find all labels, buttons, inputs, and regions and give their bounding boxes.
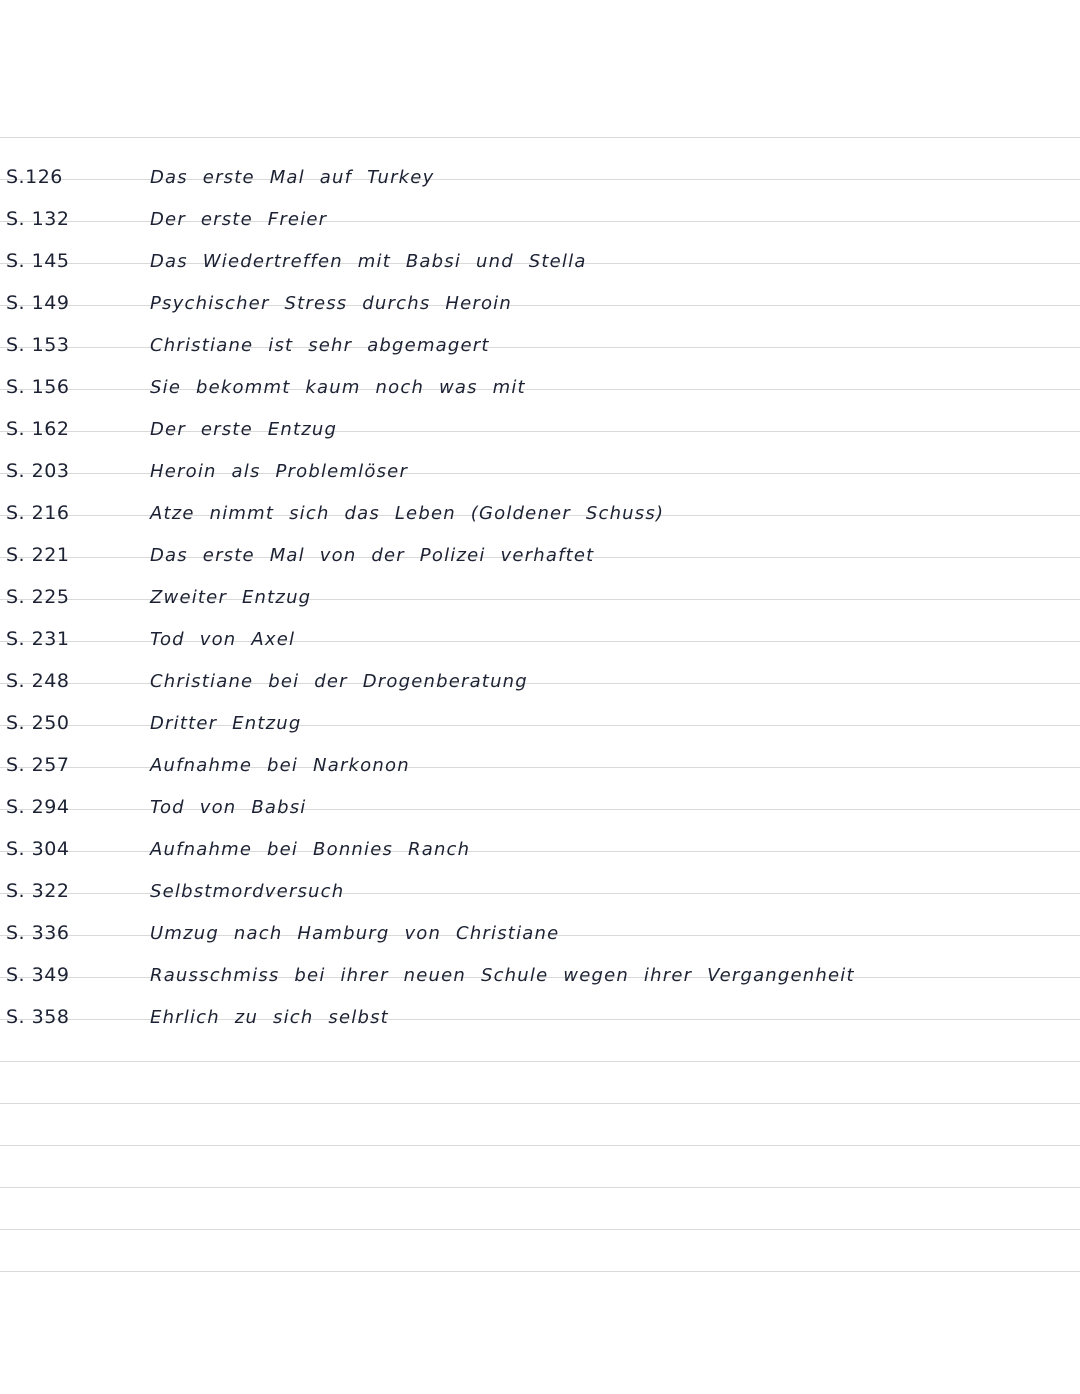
list-item bbox=[0, 404, 1080, 446]
page-reference: S. 149 bbox=[6, 292, 70, 314]
list-item bbox=[0, 236, 1080, 278]
event-description: Tod von Axel bbox=[150, 629, 296, 650]
list-item bbox=[0, 698, 1080, 740]
list-item bbox=[0, 824, 1080, 866]
page-reference: S. 153 bbox=[6, 334, 70, 356]
list-item bbox=[0, 614, 1080, 656]
event-description: Heroin als Problemlöser bbox=[150, 461, 409, 482]
list-item bbox=[0, 782, 1080, 824]
event-description: Das Wiedertreffen mit Babsi und Stella bbox=[150, 251, 587, 272]
page-reference: S. 257 bbox=[6, 754, 70, 776]
event-description: Aufnahme bei Narkonon bbox=[150, 755, 410, 776]
page-reference: S. 203 bbox=[6, 460, 70, 482]
page-reference: S. 294 bbox=[6, 796, 70, 818]
page-reference: S. 231 bbox=[6, 628, 70, 650]
event-description: Zweiter Entzug bbox=[150, 587, 312, 608]
bottom-margin bbox=[0, 1285, 1080, 1394]
list-item bbox=[0, 572, 1080, 614]
page-reference: S. 349 bbox=[6, 964, 70, 986]
event-description: Tod von Babsi bbox=[150, 797, 307, 818]
list-item bbox=[0, 488, 1080, 530]
page-reference: S.126 bbox=[6, 166, 63, 188]
event-description: Selbstmordversuch bbox=[150, 881, 345, 902]
page-reference: S. 162 bbox=[6, 418, 70, 440]
page-reference: S. 156 bbox=[6, 376, 70, 398]
list-item bbox=[0, 950, 1080, 992]
page-reference: S. 216 bbox=[6, 502, 70, 524]
page-reference: S. 225 bbox=[6, 586, 70, 608]
list-item bbox=[0, 194, 1080, 236]
page-reference: S. 322 bbox=[6, 880, 70, 902]
list-item bbox=[0, 320, 1080, 362]
event-description: Psychischer Stress durchs Heroin bbox=[150, 293, 512, 314]
list-item bbox=[0, 992, 1080, 1034]
event-description: Christiane bei der Drogenberatung bbox=[150, 671, 528, 692]
page-reference: S. 358 bbox=[6, 1006, 70, 1028]
event-description: Dritter Entzug bbox=[150, 713, 302, 734]
event-description: Ehrlich zu sich selbst bbox=[150, 1007, 389, 1028]
event-description: Umzug nach Hamburg von Christiane bbox=[150, 923, 560, 944]
page-reference: S. 221 bbox=[6, 544, 70, 566]
list-item bbox=[0, 866, 1080, 908]
page-reference: S. 250 bbox=[6, 712, 70, 734]
event-description: Das erste Mal auf Turkey bbox=[150, 167, 435, 188]
page-reference: S. 336 bbox=[6, 922, 70, 944]
page-reference: S. 145 bbox=[6, 250, 70, 272]
list-item bbox=[0, 656, 1080, 698]
list-item bbox=[0, 278, 1080, 320]
list-item bbox=[0, 362, 1080, 404]
list-item bbox=[0, 740, 1080, 782]
event-description: Der erste Entzug bbox=[150, 419, 338, 440]
event-description: Rausschmiss bei ihrer neuen Schule wegen ihrer Vergangenheit bbox=[150, 965, 855, 986]
event-description: Der erste Freier bbox=[150, 209, 328, 230]
list-item bbox=[0, 152, 1080, 194]
event-description: Das erste Mal von der Polizei verhaftet bbox=[150, 545, 595, 566]
list-item bbox=[0, 446, 1080, 488]
list-item bbox=[0, 908, 1080, 950]
page-reference: S. 132 bbox=[6, 208, 70, 230]
list-item bbox=[0, 530, 1080, 572]
event-description: Sie bekommt kaum noch was mit bbox=[150, 377, 526, 398]
chapter-list bbox=[0, 152, 1080, 1034]
event-description: Christiane ist sehr abgemagert bbox=[150, 335, 490, 356]
event-description: Aufnahme bei Bonnies Ranch bbox=[150, 839, 471, 860]
page-reference: S. 248 bbox=[6, 670, 70, 692]
page-reference: S. 304 bbox=[6, 838, 70, 860]
event-description: Atze nimmt sich das Leben (Goldener Schuss) bbox=[150, 503, 665, 524]
top-margin bbox=[0, 0, 1080, 137]
